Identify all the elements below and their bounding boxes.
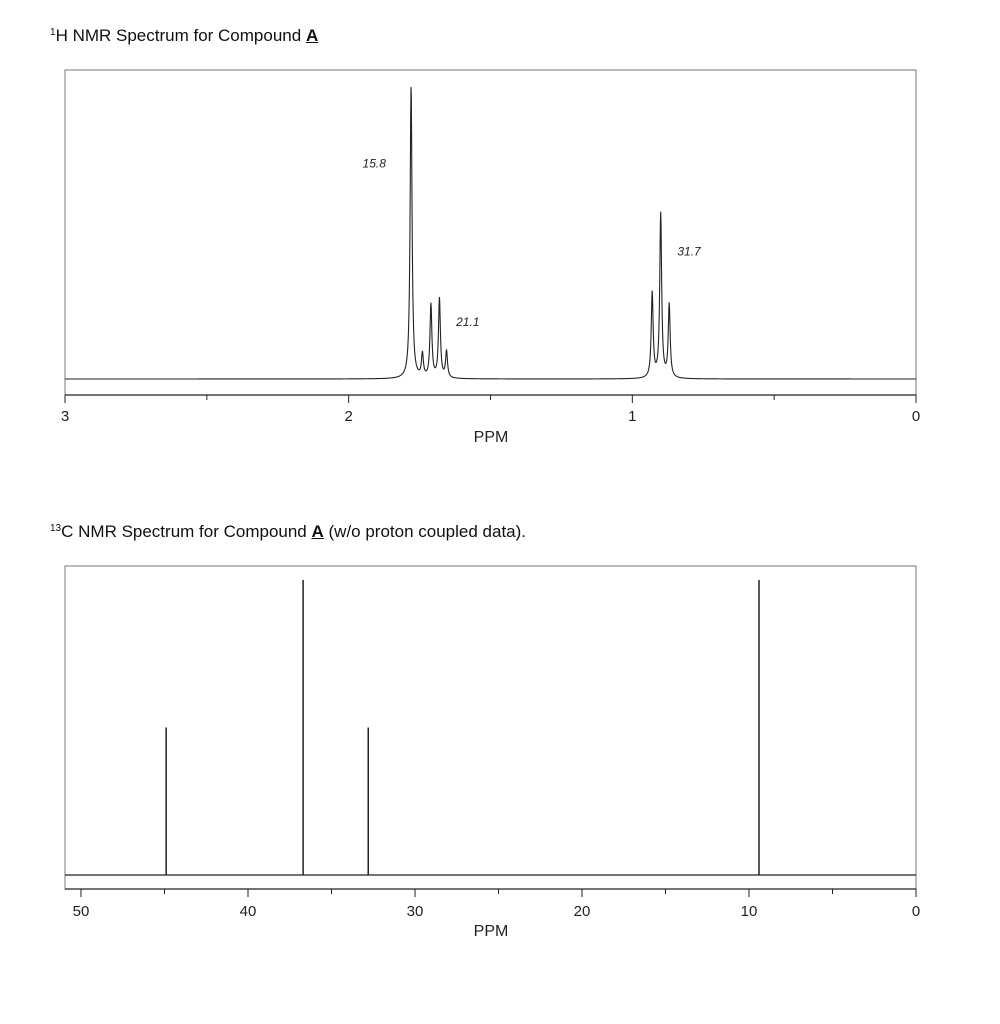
h-x-tick-label: 1	[628, 408, 637, 425]
c-title-suffix: (w/o proton coupled data).	[323, 522, 527, 541]
c-x-tick-label: 50	[72, 903, 90, 920]
h-integral-label: 31.7	[677, 244, 701, 259]
h-spectrum-trace	[65, 87, 916, 379]
c-x-tick-label: 40	[239, 903, 257, 920]
h-x-tick-label: 2	[344, 408, 353, 425]
h-x-tick-label: 0	[911, 408, 921, 425]
h-superscript: 1	[50, 27, 56, 38]
c-compound-label: A	[311, 522, 324, 541]
c-x-axis-label: PPM	[473, 923, 509, 940]
h-marks	[61, 85, 920, 425]
h-x-tick-label: 3	[60, 408, 70, 425]
c-title-text: C NMR Spectrum for Compound	[61, 522, 312, 541]
c-x-tick-label: 30	[406, 903, 424, 920]
h-compound-label: A	[305, 26, 319, 45]
h-integral-label: 21.1	[456, 315, 480, 330]
h-x-axis-label: PPM	[473, 429, 509, 446]
h-plot-frame	[65, 70, 916, 395]
c-x-tick-label: 10	[740, 903, 758, 920]
h-integral-label: 15.8	[362, 156, 386, 171]
c-superscript: 13	[50, 523, 62, 534]
h-title-text: H NMR Spectrum for Compound	[55, 26, 306, 45]
c-x-tick-label: 0	[911, 903, 921, 920]
c-x-tick-label: 20	[573, 903, 591, 920]
